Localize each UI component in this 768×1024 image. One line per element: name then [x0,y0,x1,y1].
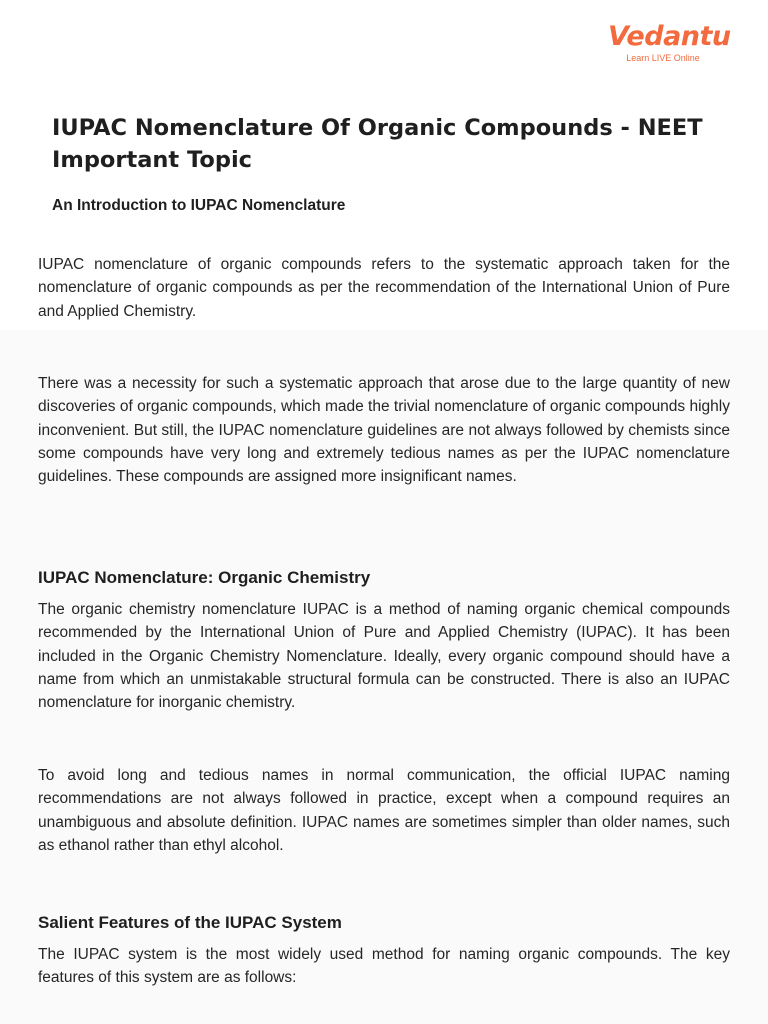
paragraph-intro-1: IUPAC nomenclature of organic compounds refers to the systematic approach taken for the nomenclature of organic compounds as per the recommendation of the International Union of Pure and Applied Chemistry. [38,256,730,320]
logo-wordmark: Vedantu [608,21,731,52]
vedantu-logo [608,21,731,64]
heading-salient-features: Salient Features of the IUPAC System [38,913,342,932]
intro-heading: An Introduction to IUPAC Nomenclature [52,197,346,214]
heading-organic-chemistry: IUPAC Nomenclature: Organic Chemistry [38,568,371,587]
paragraph-salient-1: The IUPAC system is the most widely used method for naming organic compounds. The key features of this system are as follows: [38,946,730,987]
paragraph-organic-2: To avoid long and tedious names in normal communication, the official IUPAC naming recommendations are not always followed in practice, except when a compound requires an unambiguous and absolute definition. IUPAC names are sometimes simpler than older names, such as ethanol rather than ethyl alcohol. [38,767,730,854]
page-title: IUPAC Nomenclature Of Organic Compounds - NEET Important Topic [52,115,703,173]
logo-tagline: Learn LIVE Online [626,53,700,63]
paragraph-intro-2: There was a necessity for such a systematic approach that arose due to the large quantity of new discoveries of organic compounds, which made the trivial nomenclature of organic compounds highly inconvenient. But still, the IUPAC nomenclature guidelines are not always followed by chemists since some compounds have very long and extremely tedious names as per the IUPAC nomenclature guidelines. These compounds are assigned more insignificant names. [38,375,730,486]
paragraph-organic-1: The organic chemistry nomenclature IUPAC is a method of naming organic chemical compounds recommended by the International Union of Pure and Applied Chemistry (IUPAC). It has been included in the Organic Chemistry Nomenclature. Ideally, every organic compound should have a name from which an unmistakable structural formula can be constructed. There is also an IUPAC nomenclature for inorganic chemistry. [38,601,730,712]
